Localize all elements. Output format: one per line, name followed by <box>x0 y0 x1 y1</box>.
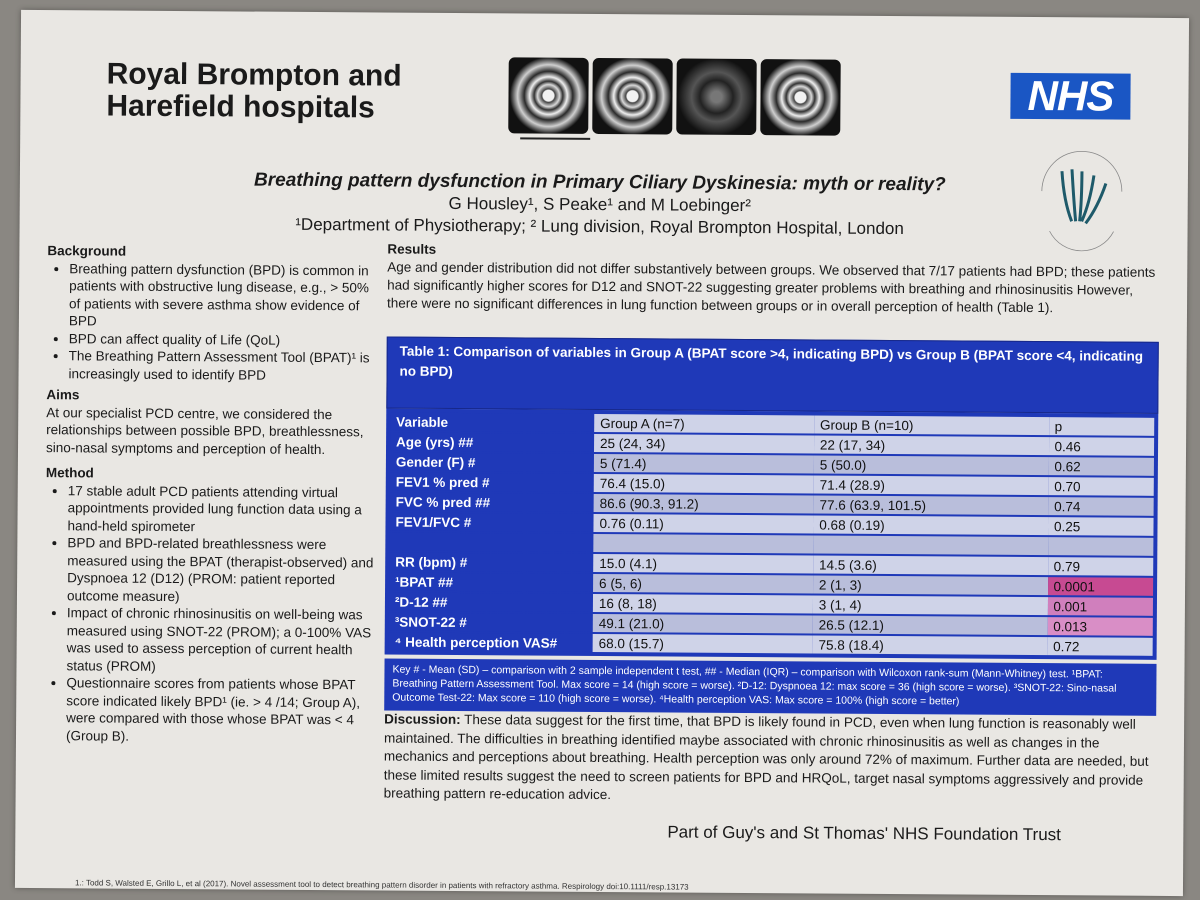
table-cell <box>593 534 813 554</box>
table-cell: 15.0 (4.1) <box>593 554 813 574</box>
table-cell-variable: Gender (F) # <box>390 453 594 472</box>
table-cell: 16 (8, 18) <box>593 594 813 614</box>
table-header-cell: Group B (n=10) <box>814 415 1049 435</box>
table-header-cell: p <box>1049 417 1155 436</box>
scale-bar <box>520 137 590 139</box>
table-cell-p <box>1048 537 1154 556</box>
poster <box>15 10 1189 896</box>
table-cell: 77.6 (63.9, 101.5) <box>813 495 1048 515</box>
results-section <box>387 240 1167 317</box>
method-item: • Questionnaire scores from patients whose BPAT score indicated likely BPD¹ (ie. > 4 /14; Group A), were compared with those whose BPAT was < 4 (Group B). <box>66 674 374 746</box>
table-header-cell: Group A (n=7) <box>594 414 814 434</box>
table-header-cell: Variable <box>390 413 594 432</box>
aims-text: At our specialist PCD centre, we considered the relationships between possible BPD, breathlessness, sino-nasal symptoms and perception of health. <box>45 404 364 457</box>
discussion-label: Discussion: <box>384 711 461 728</box>
table-cell: 22 (17, 34) <box>814 435 1049 455</box>
pcd-service-logo <box>1031 141 1132 252</box>
table-cell: 6 (5, 6) <box>593 574 813 594</box>
table-cell: 0.68 (0.19) <box>813 515 1048 535</box>
table-cell-variable: FEV1/FVC # <box>389 513 593 532</box>
method-list <box>44 482 376 747</box>
microscopy-images <box>508 57 841 135</box>
table-cell-p: 0.25 <box>1048 517 1154 536</box>
table-cell-p: 0.62 <box>1048 457 1154 476</box>
table-1 <box>384 336 1159 715</box>
table-cell-variable: ⁴ Health perception VAS# <box>389 633 593 652</box>
table-cell-p: 0.46 <box>1048 437 1154 456</box>
discussion-section <box>384 710 1159 808</box>
authors: G Housley¹, S Peake¹ and M Loebinger² <box>448 193 751 216</box>
table-cell: 76.4 (15.0) <box>594 474 814 494</box>
method-item: • Impact of chronic rhinosinusitis on well-being was measured using SNOT-22 (PROM); a 0-100% VAS was used to assess perception of current health status (PROM) <box>66 604 374 676</box>
aims-heading: Aims <box>46 387 80 403</box>
table-cell: 5 (71.4) <box>594 454 814 474</box>
footnote-reference: 1.: Todd S, Walsted E, Grillo L, et al (2017). Novel assessment tool to detect breathing pattern disorder in patients with refractory asthma. Respirology doi:10.1111/resp.13173 <box>74 878 689 892</box>
results-heading: Results <box>387 241 437 257</box>
table-cell: 75.8 (18.4) <box>812 635 1047 655</box>
table-cell: 68.0 (15.7) <box>593 634 813 654</box>
institution-name: Royal Brompton and Harefield hospitals <box>106 57 402 125</box>
table-cell: 25 (24, 34) <box>594 434 814 454</box>
table-cell-p: 0.72 <box>1047 637 1153 656</box>
table-cell: 49.1 (21.0) <box>593 614 813 634</box>
table-cell-p-highlighted: 0.013 <box>1047 617 1153 636</box>
table-cell-variable: RR (bpm) # <box>389 553 593 572</box>
results-table <box>385 408 1159 659</box>
table-cell-variable: Age (yrs) ## <box>390 433 594 452</box>
table-cell-p-highlighted: 0.001 <box>1047 597 1153 616</box>
table-cell-variable <box>389 533 593 552</box>
cilia-cross-section-image-3 <box>676 59 757 136</box>
cilia-cross-section-image-4 <box>760 59 841 136</box>
table-cell-variable: ²D-12 ## <box>389 593 593 612</box>
trust-statement: Part of Guy's and St Thomas' NHS Foundation Trust <box>667 822 1062 845</box>
cilia-cross-section-image-1 <box>508 57 589 134</box>
table-cell-variable: ³SNOT-22 # <box>389 613 593 632</box>
table-cell: 14.5 (3.6) <box>813 555 1048 575</box>
background-item: • The Breathing Pattern Assessment Tool (BPAT)¹ is increasingly used to identify BPD <box>68 347 376 384</box>
table-cell-variable: FEV1 % pred # <box>390 473 594 492</box>
discussion-text: These data suggest for the first time, that BPD is likely found in PCD, even when lung function is reasonably well maintained. The difficulties in breathing identified maybe associated with chronic rhinosinusitis as well as changes in the mechanics and perceptions about breathing. Health perception was only around 72% of maximum. Further data are needed, but these limited results suggest the need to screen patients for BPD and HRQoL, target nasal symptoms aggressively and provide breathing pattern re-education advice. <box>383 712 1149 803</box>
table-cell: 26.5 (12.1) <box>813 615 1048 635</box>
method-item: • 17 stable adult PCD patients attending virtual appointments provided lung function data using a hand-held spirometer <box>67 482 375 537</box>
nhs-logo: NHS <box>1010 73 1130 120</box>
table-cell-p-highlighted: 0.0001 <box>1048 577 1154 596</box>
left-column <box>44 242 378 750</box>
table-cell: 2 (1, 3) <box>813 575 1048 595</box>
title-block <box>170 169 1030 241</box>
poster-title: Breathing pattern dysfunction in Primary Ciliary Dyskinesia: myth or reality? <box>254 169 946 196</box>
background-list <box>46 260 377 385</box>
table-cell-p: 0.79 <box>1048 557 1154 576</box>
background-heading: Background <box>47 243 127 259</box>
method-item: • BPD and BPD-related breathlessness were measured using the BPAT (therapist-observed) and Dyspnoea 12 (D12) (PROM: patient reported outcome measure) <box>67 534 375 606</box>
table-cell: 86.6 (90.3, 91.2) <box>594 494 814 514</box>
table-caption: Table 1: Comparison of variables in Group A (BPAT score >4, indicating BPD) vs Group B (BPAT score <4, indicating no BPD) <box>386 336 1158 413</box>
cilia-cross-section-image-2 <box>592 58 673 135</box>
table-cell: 0.76 (0.11) <box>593 514 813 534</box>
table-cell: 3 (1, 4) <box>813 595 1048 615</box>
table-cell-p: 0.70 <box>1048 477 1154 496</box>
table-row <box>389 633 1153 656</box>
background-item: • Breathing pattern dysfunction (BPD) is common in patients with obstructive lung disease, e.g., > 50% of patients with severe asthma show evidence of BPD <box>69 260 377 332</box>
results-text: Age and gender distribution did not differ substantively between groups. We observed that 7/17 patients had BPD; these patients had significantly higher scores for D12 and SNOT-22 suggesting greater problems with breathing and rhinosinusitis However, there were no significant differences in lung function between groups or in overall perception of health (Table 1). <box>386 259 1156 316</box>
table-cell-p: 0.74 <box>1048 497 1154 516</box>
table-cell: 71.4 (28.9) <box>814 475 1049 495</box>
table-cell <box>813 535 1048 555</box>
background-item: • BPD can affect quality of Life (QoL) <box>69 330 377 350</box>
affiliations: ¹Department of Physiotherapy; ² Lung division, Royal Brompton Hospital, London <box>295 214 904 239</box>
table-key: Key # - Mean (SD) – comparison with 2 sample independent t test, ## - Median (IQR) – comparison with Wilcoxon rank-sum (Mann-Whitney) test. ¹BPAT: Breathing Pattern Assessment Tool. Max score = 14 (high score = worse). ²D-12: Dyspnoea 12: max score = 36 (high score = worse). ³SNOT-22: Sino-nasal Outcome Test-22: Max score = 110 (high score = worse). ⁴Health perception VAS: Max score = 100% (high score = better) <box>384 658 1156 715</box>
table-cell-variable: FVC % pred ## <box>390 493 594 512</box>
method-heading: Method <box>45 465 94 481</box>
table-cell: 5 (50.0) <box>814 455 1049 475</box>
table-cell-variable: ¹BPAT ## <box>389 573 593 592</box>
